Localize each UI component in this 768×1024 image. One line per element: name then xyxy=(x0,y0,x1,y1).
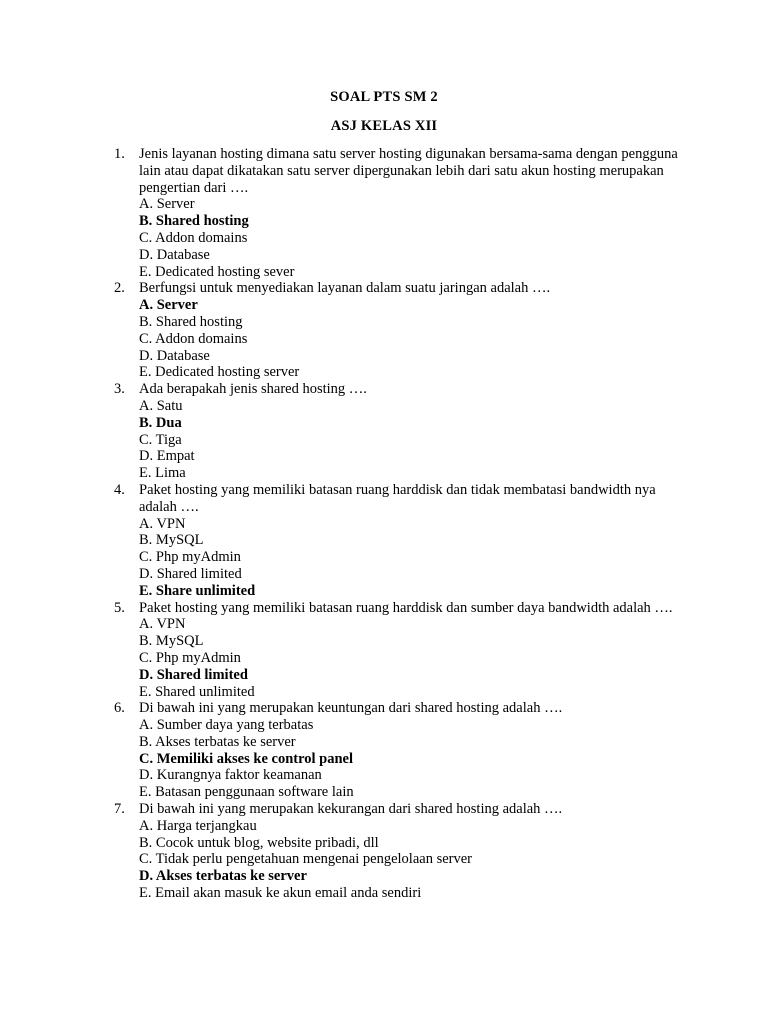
question-text: Berfungsi untuk menyediakan layanan dalam suatu jaringan adalah …. xyxy=(139,280,551,297)
answer-choice: E. Dedicated hosting server xyxy=(139,364,300,381)
question-item xyxy=(0,600,768,701)
question-item xyxy=(0,146,768,280)
question-item xyxy=(0,280,768,381)
question-number: 1. xyxy=(114,146,125,162)
question-item xyxy=(0,700,768,801)
question-number: 2. xyxy=(114,280,125,297)
answer-option: B. Shared hosting xyxy=(139,213,249,230)
answer-choice: B. MySQL xyxy=(139,633,204,650)
answer-option: C. Memiliki akses ke control panel xyxy=(139,750,354,767)
answer-choice: D. Database xyxy=(139,246,210,263)
question-item xyxy=(0,381,768,482)
answer-choice: E. Dedicated hosting sever xyxy=(139,263,295,280)
answer-choice: D. Shared limited xyxy=(139,565,242,582)
answer-choice: D. Database xyxy=(139,347,210,364)
answer-choice: C. Addon domains xyxy=(139,330,248,347)
answer-choice: D. Kurangnya faktor keamanan xyxy=(139,767,322,784)
document-title: SOAL PTS SM 2 xyxy=(330,89,438,105)
answer-choice: A. Sumber daya yang terbatas xyxy=(139,717,314,734)
question-text: Paket hosting yang memiliki batasan ruang harddisk dan tidak membatasi bandwidth nya adalah …. xyxy=(139,481,656,515)
question-number: 6. xyxy=(114,700,125,717)
question-text: Di bawah ini yang merupakan kekurangan dari shared hosting adalah …. xyxy=(139,801,563,818)
answer-choice: B. MySQL xyxy=(139,532,204,549)
answer-choice: C. Addon domains xyxy=(139,229,248,246)
answer-choice: E. Batasan penggunaan software lain xyxy=(139,784,354,801)
question-number: 3. xyxy=(114,381,125,398)
answer-choice: B. Akses terbatas ke server xyxy=(139,733,296,750)
document-subtitle: ASJ KELAS XII xyxy=(330,118,438,134)
answer-choice: C. Tiga xyxy=(139,431,182,448)
answer-choice: A. Server xyxy=(139,196,195,213)
answer-option: E. Share unlimited xyxy=(139,582,256,599)
answer-choice: B. Shared hosting xyxy=(139,313,243,330)
question-number: 5. xyxy=(114,599,125,616)
answer-option: B. Dua xyxy=(139,414,182,431)
question-number: 4. xyxy=(114,481,125,498)
answer-option: D. Shared limited xyxy=(139,666,248,683)
answer-choice: E. Email akan masuk ke akun email anda sendiri xyxy=(139,885,422,902)
answer-choice: A. VPN xyxy=(139,515,186,532)
answer-choice: C. Php myAdmin xyxy=(139,649,241,666)
answer-option: A. Server xyxy=(139,297,198,314)
answer-choice: A. VPN xyxy=(139,616,186,633)
question-list xyxy=(0,146,768,902)
question-number: 7. xyxy=(114,801,125,818)
question-item xyxy=(0,482,768,600)
answer-choice: B. Cocok untuk blog, website pribadi, dll xyxy=(139,834,379,851)
question-text: Di bawah ini yang merupakan keuntungan dari shared hosting adalah …. xyxy=(139,700,563,717)
answer-choice: E. Shared unlimited xyxy=(139,683,255,700)
question-text: Ada berapakah jenis shared hosting …. xyxy=(139,381,367,398)
answer-choice: C. Tidak perlu pengetahuan mengenai pengelolaan server xyxy=(139,851,472,868)
question-text: Paket hosting yang memiliki batasan ruang harddisk dan sumber daya bandwidth adalah …. xyxy=(139,599,673,616)
answer-option: D. Akses terbatas ke server xyxy=(139,868,307,885)
question-text: Jenis layanan hosting dimana satu server hosting digunakan bersama-sama dengan pengguna lain atau dapat dikatakan satu server dipergunakan lebih dari satu akun hosting merupakan pengertian dari …. xyxy=(139,146,678,196)
answer-choice: C. Php myAdmin xyxy=(139,549,241,566)
question-item xyxy=(0,801,768,902)
answer-choice: A. Satu xyxy=(139,397,183,414)
answer-choice: A. Harga terjangkau xyxy=(139,817,257,834)
answer-choice: E. Lima xyxy=(139,465,186,482)
answer-choice: D. Empat xyxy=(139,448,195,465)
